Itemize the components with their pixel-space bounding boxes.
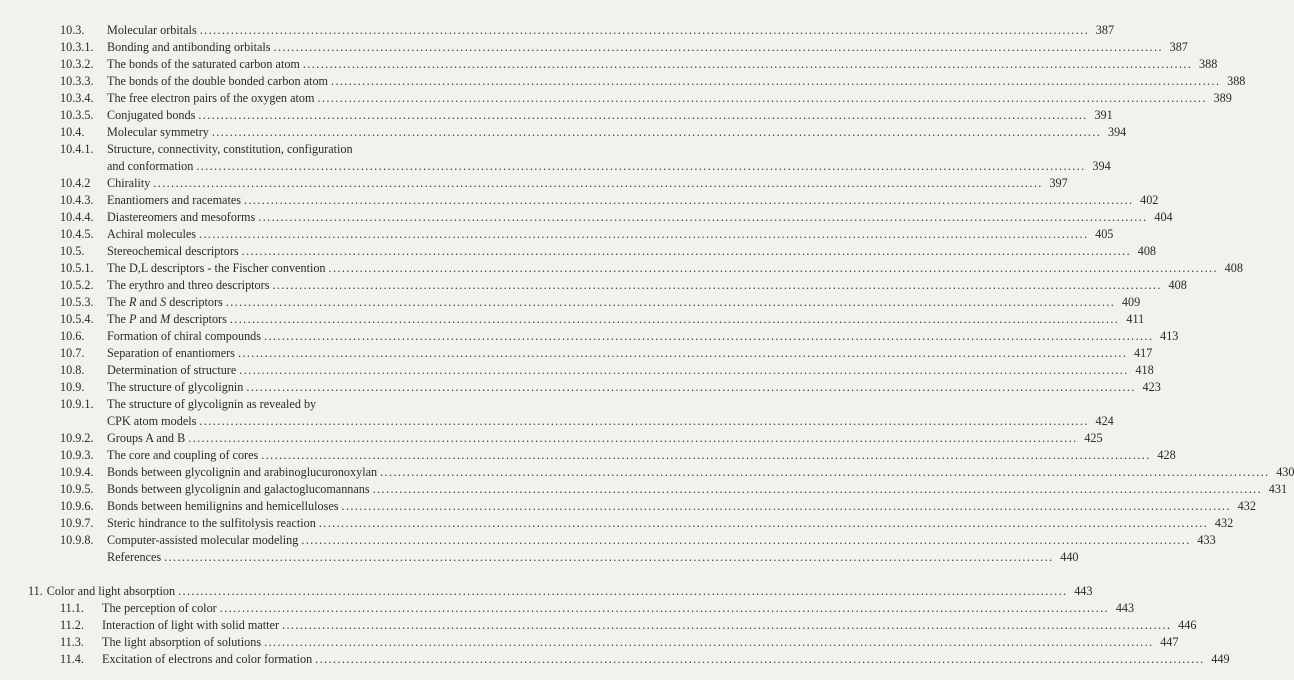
toc-entry-title: Formation of chiral compounds (107, 329, 262, 343)
toc-entry-page: 394 (1107, 125, 1127, 139)
toc-entry (0, 396, 468, 413)
dot-leader: ........................................................................................................................................................................................................ (272, 278, 1162, 292)
toc-entry-title: and conformation (107, 159, 194, 173)
toc-entry-number: 11.2. (60, 618, 84, 632)
toc-entry-page: 408 (1224, 261, 1243, 275)
toc-entry-title: Conjugated bonds (107, 108, 196, 122)
toc-entry-title: Molecular symmetry (107, 125, 209, 139)
toc-entry (0, 481, 1288, 498)
toc-entry-page: 411 (1126, 312, 1145, 326)
dot-leader: ........................................................................................................................................................................................................ (261, 448, 1151, 462)
toc-entry-page: 443 (1115, 601, 1135, 615)
toc-entry-title: Enantiomers and racemates (107, 193, 242, 207)
dot-leader: ........................................................................................................................................................................................................ (229, 312, 1120, 326)
toc-entry-page: 387 (1095, 23, 1115, 37)
toc-entry-number: 10.3.3. (60, 74, 94, 88)
dot-leader: ........................................................................................................................................................................................................ (244, 193, 1134, 207)
toc-entry-title: Determination of structure (107, 363, 237, 377)
toc-entry-page: 389 (1213, 91, 1232, 105)
toc-entry-title: The P and M descriptors (107, 312, 227, 326)
toc-entry-number: 11.3. (60, 635, 84, 649)
toc-entry (0, 447, 1176, 464)
toc-entry-number: 11.4. (60, 652, 84, 666)
toc-entry-page: 428 (1157, 448, 1176, 462)
toc-entry (0, 294, 1141, 311)
toc-entry-page: 431 (1268, 482, 1288, 496)
toc-entry-title: The bonds of the saturated carbon atom (107, 57, 300, 71)
toc-entry-number: 10.6. (60, 329, 85, 343)
toc-entry-title: References (107, 550, 162, 564)
toc-entry-title: Molecular orbitals (107, 23, 197, 37)
toc-entry (0, 379, 1161, 396)
dot-leader: ........................................................................................................................................................................................................ (219, 601, 1110, 615)
toc-entry-page: 432 (1237, 499, 1256, 513)
toc-chapter-number: 11. (28, 584, 43, 598)
dot-leader: ........................................................................................................................................................................................................ (282, 618, 1172, 632)
dot-leader: ........................................................................................................................................................................................................ (153, 176, 1043, 190)
toc-entry (0, 39, 1188, 56)
dot-leader: ........................................................................................................................................................................................................ (341, 499, 1231, 513)
toc-entry-page: 424 (1095, 414, 1114, 428)
toc-entry-page: 433 (1197, 533, 1216, 547)
toc-entry-number: 10.9.8. (60, 533, 94, 547)
toc-entry-title: The D,L descriptors - the Fischer convention (107, 261, 326, 275)
dot-leader: ........................................................................................................................................................................................................ (317, 91, 1207, 105)
toc-entry-number: 10.4.1. (60, 142, 94, 156)
toc-entry-title: Steric hindrance to the sulfitolysis reaction (107, 516, 316, 530)
dot-leader: ........................................................................................................................................................................................................ (328, 261, 1218, 275)
toc-entry-page: 432 (1214, 516, 1234, 530)
toc-entry-title: The perception of color (102, 601, 217, 615)
toc-entry (0, 277, 1187, 294)
dot-leader: ........................................................................................................................................................................................................ (241, 244, 1132, 258)
toc-entry-number: 10.4. (60, 125, 85, 139)
toc-entry (0, 498, 1256, 515)
toc-entry (0, 124, 1127, 141)
toc-entry (0, 617, 1197, 634)
toc-entry-title: Computer-assisted molecular modeling (107, 533, 299, 547)
toc-entry (0, 345, 1153, 362)
dot-leader: ........................................................................................................................................................................................................ (318, 516, 1209, 530)
toc-entry (0, 430, 1103, 447)
dot-leader: ........................................................................................................................................................................................................ (178, 584, 1068, 598)
toc-entry (0, 141, 468, 158)
dot-leader: ........................................................................................................................................................................................................ (264, 329, 1154, 343)
toc-entry-page: 446 (1178, 618, 1197, 632)
dot-leader: ........................................................................................................................................................................................................ (301, 533, 1191, 547)
toc-entry-page: 391 (1094, 108, 1113, 122)
toc-entry (0, 56, 1218, 73)
dot-leader: ........................................................................................................................................................................................................ (237, 346, 1128, 360)
toc-entry-title: Excitation of electrons and color formation (102, 652, 313, 666)
toc-entry-page: 408 (1168, 278, 1187, 292)
toc-entry-title: Bonding and antibonding orbitals (107, 40, 271, 54)
toc-entry (0, 532, 1216, 549)
toc-entry-number: 10.4.2 (60, 176, 91, 190)
toc-entry-title: Groups A and B (107, 431, 186, 445)
toc-entry-page: 418 (1135, 363, 1154, 377)
toc-entry-page: 394 (1092, 159, 1111, 173)
toc-entry-title: Diastereomers and mesoforms (107, 210, 256, 224)
dot-leader: ........................................................................................................................................................................................................ (315, 652, 1205, 666)
toc-entry-number: 10.5.3. (60, 295, 94, 309)
toc-entry-page: 408 (1137, 244, 1157, 258)
dot-leader: ........................................................................................................................................................................................................ (239, 363, 1129, 377)
toc-entry (0, 73, 1246, 90)
toc-entry-page: 387 (1169, 40, 1188, 54)
toc-entry-page: 449 (1211, 652, 1230, 666)
toc-entry-page: 388 (1199, 57, 1218, 71)
toc-entry (0, 549, 1079, 566)
toc-entry (0, 192, 1159, 209)
toc-entry-number: 10.4.4. (60, 210, 94, 224)
toc-entry-title: The bonds of the double bonded carbon atom (107, 74, 329, 88)
toc-entry-page: 425 (1084, 431, 1103, 445)
toc-entry-number: 10.5. (60, 244, 85, 258)
dot-leader: ........................................................................................................................................................................................................ (331, 74, 1221, 88)
toc-entry-page: 423 (1142, 380, 1161, 394)
toc-entry-title: The core and coupling of cores (107, 448, 259, 462)
dot-leader: ........................................................................................................................................................................................................ (225, 295, 1116, 309)
toc-entry-page: 404 (1154, 210, 1173, 224)
toc-entry (0, 243, 1157, 260)
dot-leader: ........................................................................................................................................................................................................ (196, 159, 1086, 173)
dot-leader: ........................................................................................................................................................................................................ (198, 108, 1088, 122)
toc-entry-number: 10.5.1. (60, 261, 94, 275)
dot-leader: ........................................................................................................................................................................................................ (372, 482, 1263, 496)
dot-leader: ........................................................................................................................................................................................................ (199, 227, 1089, 241)
toc-entry-title: The R and S descriptors (107, 295, 223, 309)
toc-entry (0, 600, 1135, 617)
toc-entry-number: 10.3.1. (60, 40, 94, 54)
toc-entry (0, 651, 1230, 668)
toc-entry-title: Color and light absorption (46, 584, 176, 598)
toc-entry-page: 409 (1121, 295, 1141, 309)
dot-leader: ........................................................................................................................................................................................................ (380, 465, 1270, 479)
toc-entry-continuation (0, 158, 1111, 175)
toc-entry-number: 10.8. (60, 363, 85, 377)
toc-entry-title: The free electron pairs of the oxygen atom (107, 91, 315, 105)
toc-entry-number: 10.3.4. (60, 91, 94, 105)
toc-entry-number: 10.9.6. (60, 499, 94, 513)
toc-entry-page: 413 (1160, 329, 1179, 343)
dot-leader: ........................................................................................................................................................................................................ (164, 550, 1054, 564)
toc-entry-page: 447 (1160, 635, 1179, 649)
toc-entry-title: Bonds between hemilignins and hemicelluloses (107, 499, 339, 513)
dot-leader: ........................................................................................................................................................................................................ (211, 125, 1102, 139)
toc-entry-number: 10.3. (60, 23, 85, 37)
toc-entry-title: The erythro and threo descriptors (107, 278, 270, 292)
toc-entry (0, 260, 1243, 277)
dot-leader: ........................................................................................................................................................................................................ (302, 57, 1193, 71)
toc-entry-title: Structure, connectivity, constitution, configuration (107, 142, 353, 156)
dot-leader: ........................................................................................................................................................................................................ (188, 431, 1078, 445)
toc-entry-number: 10.9.4. (60, 465, 94, 479)
toc-entry-number: 10.3.5. (60, 108, 94, 122)
toc-entry-number: 10.9.7. (60, 516, 94, 530)
toc-entry-number: 10.5.4. (60, 312, 94, 326)
toc-entry-title: Separation of enantiomers (107, 346, 235, 360)
toc-entry (0, 175, 1068, 192)
toc-entry-title: CPK atom models (107, 414, 197, 428)
toc-entry-number: 10.9.3. (60, 448, 94, 462)
toc-entry (0, 22, 1115, 39)
toc-entry-number: 10.9.2. (60, 431, 94, 445)
dot-leader: ........................................................................................................................................................................................................ (264, 635, 1154, 649)
toc-entry-title: Achiral molecules (107, 227, 197, 241)
toc-entry (0, 107, 1113, 124)
toc-entry-title: Bonds between glycolignin and arabinoglucuronoxylan (107, 465, 378, 479)
toc-entry-number: 10.3.2. (60, 57, 94, 71)
dot-leader: ........................................................................................................................................................................................................ (273, 40, 1163, 54)
toc-entry (0, 209, 1173, 226)
toc-entry-title: The structure of glycolignin (107, 380, 244, 394)
toc-entry-page: 397 (1049, 176, 1068, 190)
toc-entry-page: 443 (1074, 584, 1093, 598)
toc-entry (0, 90, 1232, 107)
dot-leader: ........................................................................................................................................................................................................ (246, 380, 1136, 394)
toc-entry-number: 10.7. (60, 346, 85, 360)
toc-entry-title: Interaction of light with solid matter (102, 618, 280, 632)
toc-entry-page: 405 (1095, 227, 1114, 241)
toc-entry-title: Bonds between glycolignin and galactoglucomannans (107, 482, 370, 496)
dot-leader: ........................................................................................................................................................................................................ (199, 414, 1089, 428)
toc-entry-number: 10.5.2. (60, 278, 94, 292)
toc-entry (0, 515, 1234, 532)
toc-entry-title: Chirality (107, 176, 151, 190)
toc-entry-number: 10.9. (60, 380, 85, 394)
dot-leader: ........................................................................................................................................................................................................ (258, 210, 1148, 224)
toc-entry (0, 464, 1294, 481)
toc-entry-title: Stereochemical descriptors (107, 244, 239, 258)
toc-entry-number: 10.9.5. (60, 482, 94, 496)
toc-entry-page: 417 (1134, 346, 1153, 360)
toc-entry-title: The light absorption of solutions (102, 635, 262, 649)
toc-entry-number: 11.1. (60, 601, 84, 615)
toc-entry (0, 226, 1114, 243)
toc-entry-page: 402 (1140, 193, 1159, 207)
toc-entry-number: 10.4.3. (60, 193, 94, 207)
toc-entry-continuation (0, 413, 1114, 430)
toc-entry-page: 440 (1060, 550, 1079, 564)
toc-entry (0, 362, 1154, 379)
toc-entry-page: 430 (1276, 465, 1294, 479)
toc-entry (0, 311, 1145, 328)
toc-chapter-entry (0, 583, 1093, 600)
toc-entry (0, 328, 1179, 345)
dot-leader: ........................................................................................................................................................................................................ (199, 23, 1090, 37)
toc-entry (0, 634, 1179, 651)
toc-entry-title: The structure of glycolignin as revealed by (107, 397, 317, 411)
toc-entry-page: 388 (1227, 74, 1246, 88)
toc-entry-number: 10.4.5. (60, 227, 94, 241)
toc-entry-number: 10.9.1. (60, 397, 94, 411)
